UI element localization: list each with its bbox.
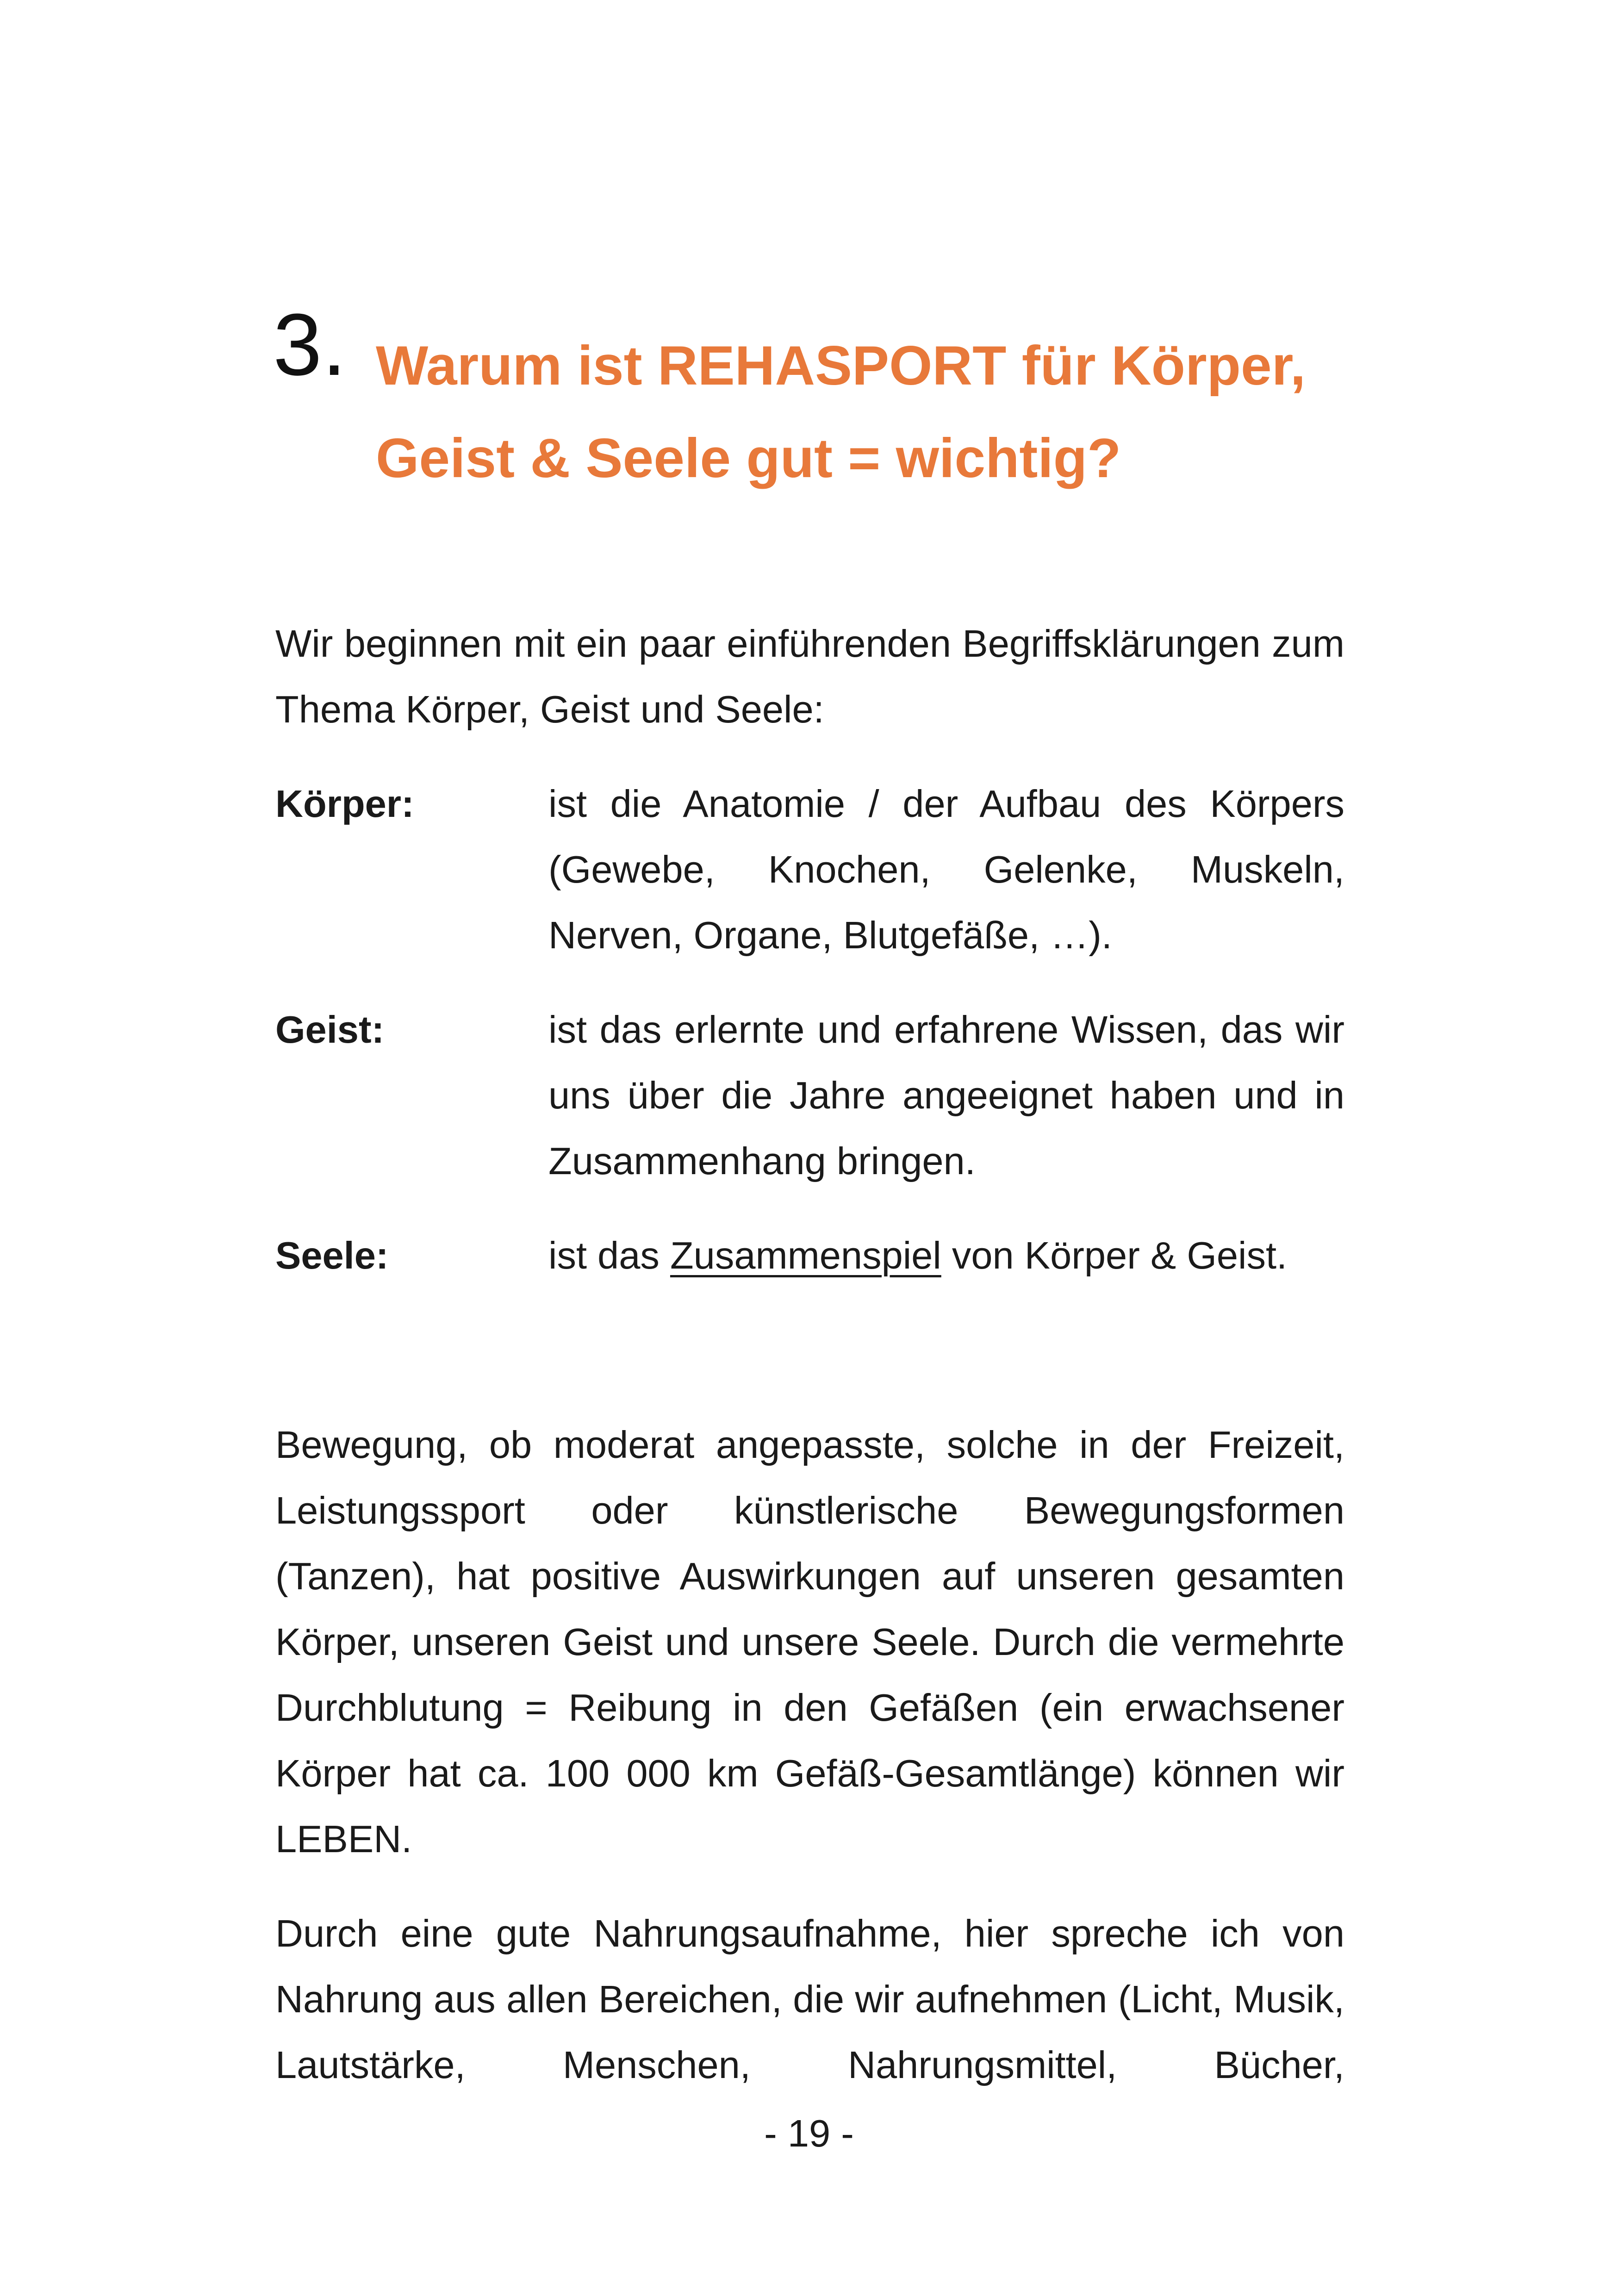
definition-term: Geist: — [275, 1008, 385, 1051]
definition-row-seele — [275, 1223, 1344, 1288]
page-content — [275, 611, 1344, 2098]
definition-description-prefix: ist das — [548, 1234, 670, 1277]
chapter-title — [376, 319, 1440, 504]
chapter-title-line-2: Geist & Seele gut = wichtig? — [376, 427, 1121, 489]
body-paragraph: Bewegung, ob moderat angepasste, solche in der Freizeit, Leistungssport oder künstlerische Bewegungsformen (Tanzen), hat positive Auswirkungen auf unseren gesamten Körper, unseren Geist und unsere Seele. Durch die vermehrte Durchblutung = Reibung in den Gefäßen (ein erwachsener Körper hat ca. 100 000 km Gefäß-Gesamtlänge) können wir LEBEN. — [275, 1423, 1344, 1860]
definition-description — [548, 1223, 1344, 1288]
definition-description: ist das erlernte und erfahrene Wissen, das wir uns über die Jahre angeeignet haben und in Zusammenhang bringen. — [548, 1008, 1344, 1182]
chapter-number: 3. — [273, 296, 347, 394]
chapter-title-line-1: Warum ist REHASPORT für Körper, — [376, 335, 1306, 397]
definition-list — [275, 771, 1344, 1288]
definition-row-geist — [275, 997, 1344, 1194]
definition-description: ist die Anatomie / der Aufbau des Körpers (Gewebe, Knochen, Gelenke, Muskeln, Nerven, Organe, Blutgefäße, …). — [548, 782, 1344, 957]
definition-term: Körper: — [275, 782, 414, 825]
definition-description-suffix: von Körper & Geist. — [941, 1234, 1288, 1277]
underlined-term: Zusammenspiel — [670, 1234, 941, 1277]
definition-term: Seele: — [275, 1234, 389, 1277]
definition-row-koerper — [275, 771, 1344, 968]
intro-paragraph: Wir beginnen mit ein paar einführenden Begriffsklärungen zum Thema Körper, Geist und Seele: — [275, 622, 1344, 731]
page-number: - 19 - — [764, 2112, 854, 2155]
body-paragraph: Durch eine gute Nahrungsaufnahme, hier spreche ich von Nahrung aus allen Bereichen, die wir aufnehmen (Licht, Musik, Lautstärke, Menschen, Nahrungsmittel, Bücher, — [275, 1912, 1344, 2086]
section-spacer — [275, 1317, 1344, 1412]
